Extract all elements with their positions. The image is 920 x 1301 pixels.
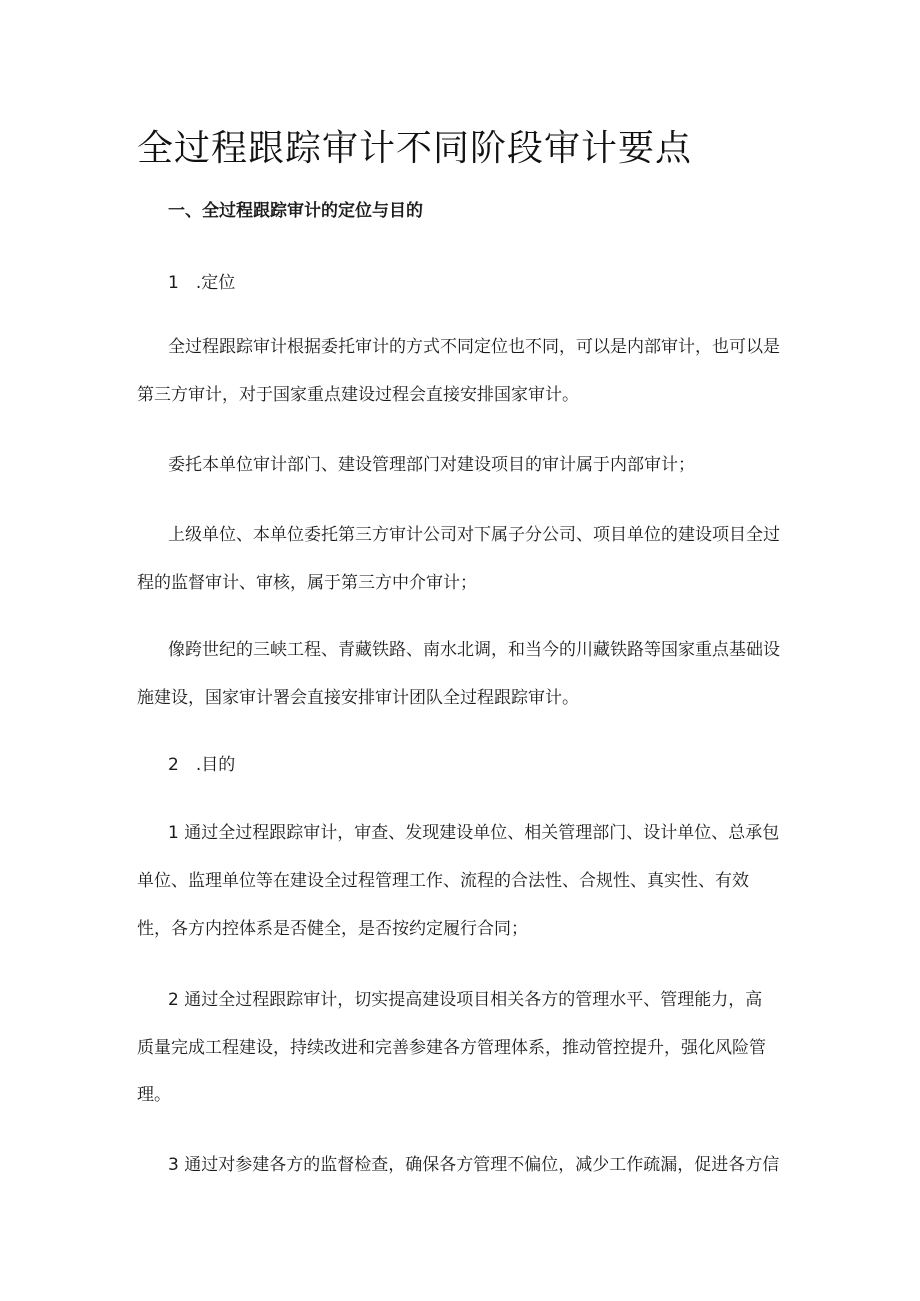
subheading-positioning: 1 .定位 (168, 273, 236, 293)
section-heading-positioning-purpose: 一、全过程跟踪审计的定位与目的 (168, 201, 423, 221)
page-title: 全过程跟踪审计不同阶段审计要点 (137, 128, 693, 169)
paragraph-third-party-audit: 上级单位、本单位委托第三方审计公司对下属子分公司、项目单位的建设项目全过程的监督审计、审核，属于第三方中介审计； (137, 525, 780, 593)
purpose-item-2-line-1: 2 通过全过程跟踪审计，切实提高建设项目相关各方的管理水平、管理能力，高 (168, 990, 763, 1010)
purpose-item-3-line-1: 3 通过对参建各方的监督检查，确保各方管理不偏位，减少工作疏漏，促进各方信 (168, 1155, 780, 1175)
purpose-item-1-line-1: 1 通过全过程跟踪审计，审查、发现建设单位、相关管理部门、设计单位、总承包 (168, 823, 780, 843)
paragraph-positioning-overview: 全过程跟踪审计根据委托审计的方式不同定位也不同，可以是内部审计，也可以是第三方审计，对于国家重点建设过程会直接安排国家审计。 (137, 337, 780, 405)
purpose-item-1-line-3: 性，各方内控体系是否健全，是否按约定履行合同； (137, 919, 528, 939)
purpose-item-2-line-3: 理。 (137, 1085, 171, 1105)
paragraph-internal-audit: 委托本单位审计部门、建设管理部门对建设项目的审计属于内部审计； (168, 455, 695, 475)
purpose-item-1-line-2: 单位、监理单位等在建设全过程管理工作、流程的合法性、合规性、真实性、有效 (137, 871, 749, 891)
paragraph-national-audit: 像跨世纪的三峡工程、青藏铁路、南水北调，和当今的川藏铁路等国家重点基础设施建设，国家审计署会直接安排审计团队全过程跟踪审计。 (137, 640, 780, 708)
purpose-item-2-line-2: 质量完成工程建设，持续改进和完善参建各方管理体系，推动管控提升，强化风险管 (137, 1038, 766, 1058)
subheading-purpose: 2 .目的 (168, 755, 236, 775)
